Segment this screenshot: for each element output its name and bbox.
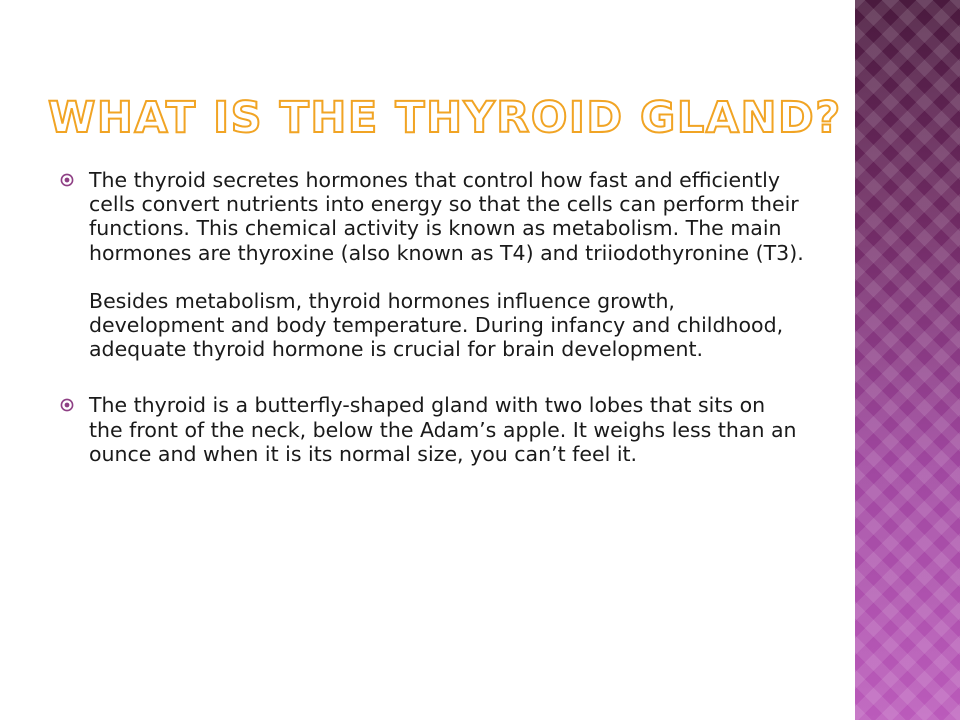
bullet-item	[60, 168, 805, 361]
decorative-side-panel	[855, 0, 960, 720]
bullet-list	[60, 168, 805, 498]
slide-title: WHAT IS THE THYROID GLAND?	[48, 93, 842, 143]
target-circle-icon	[60, 398, 74, 412]
bullet-paragraph: The thyroid is a butterfly-shaped gland with two lobes that sits on the front of the neck, below the Adam’s apple. It weighs less than an ounce and when it is its normal size, you can’t feel it.	[89, 393, 797, 466]
target-circle-icon	[60, 173, 74, 187]
bullet-paragraph: The thyroid secretes hormones that control how fast and efficiently cells convert nutrients into energy so that the cells can perform their functions. This chemical activity is known as metabolism. The main hormones are thyroxine (also known as T4) and triiodothyronine (T3).	[89, 168, 804, 265]
bullet-item	[60, 393, 805, 466]
bullet-paragraph: Besides metabolism, thyroid hormones influence growth, development and body temperature. During infancy and childhood, adequate thyroid hormone is crucial for brain development.	[89, 288, 784, 362]
